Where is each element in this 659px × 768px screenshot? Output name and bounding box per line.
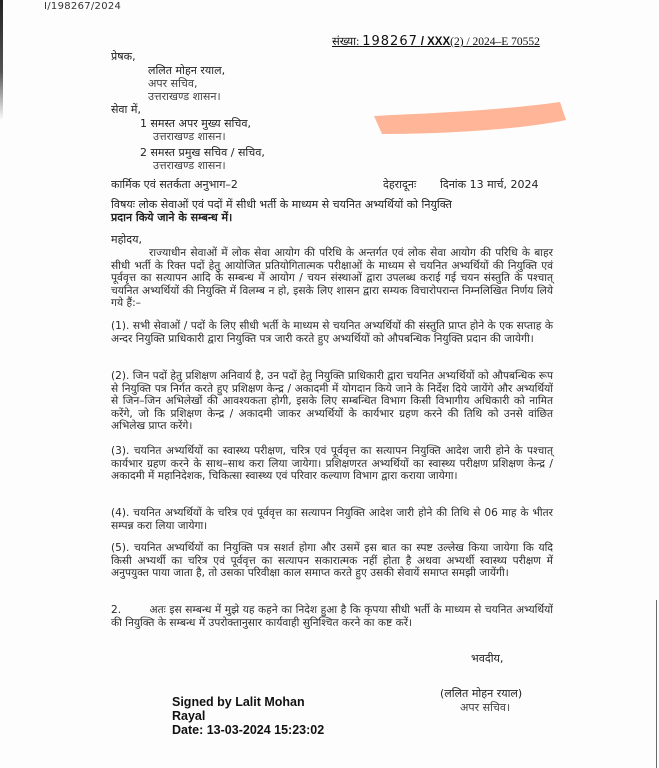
- closing-paragraph: 2. अतः इस सम्बन्ध में मुझे यह कहने का निदेश हुआ है कि कृपया सीधी भर्ती के माध्यम से चयनित अभ्यर्थियों की नियुक्ति के सम्बन्ध में उपरोक्तानुसार कार्यवाही सुनिश्चित करने का कष्ट करें।: [111, 604, 557, 629]
- point-1: (1). सभी सेवाओं / पदों के लिए सीधी भर्ती के माध्यम से चयनित अभ्यर्थियों की संस्तुति प्राप्त होने के एक सप्ताह के अन्दर नियुक्ति प्राधिकारी द्वारा नियुक्ति पत्र जारी करते हुए अभ्यर्थियों को औपबन्धिक नियुक्ति प्रदान की जायेगी।: [111, 320, 553, 345]
- point-4: (4). चयनित अभ्यर्थियों के चरित्र एवं पूर्ववृत्त का सत्यापन नियुक्ति आदेश जारी होने की तिथि से 06 माह के भीतर सम्पन्न करा लिया जायेगा।: [111, 507, 553, 532]
- recipient-2-office: उत्तराखण्ड शासन।: [153, 159, 226, 172]
- letter-date: दिनांक 13 मार्च, 2024: [440, 178, 539, 191]
- reference-label: संख्या:: [332, 36, 360, 48]
- subject: [111, 198, 452, 211]
- recipients-label: सेवा में,: [111, 103, 141, 116]
- redaction-mark: [368, 100, 566, 136]
- digital-signature: [172, 695, 324, 737]
- subject-line-1: लोक सेवाओं एवं पदों में सीधी भर्ती के माध्यम से चयनित अभ्यर्थियों को नियुक्ति: [138, 198, 452, 211]
- reference-suffix: (2) / 2024–E 70552: [450, 36, 540, 48]
- digital-signature-date: Date: 13-03-2024 15:23:02: [172, 723, 325, 737]
- subject-label: विषयः: [111, 198, 135, 211]
- point-3: (3). चयनित अभ्यर्थियों का स्वास्थ्य परीक्षण, चरित्र एवं पूर्ववृत्त का सत्यापन नियुक्ति आदेश जारी होने के पश्चात् कार्यभार ग्रहण करने के साथ–साथ करा लिया जायेगा। प्रशिक्षणरत अभ्यर्थियों का स्वास्थ्य परीक्षण प्रशिक्षण केन्द्र / अकादमी में महानिदेशक, चिकित्सा स्वास्थ्य एवं परिवार कल्याण विभाग द्वारा कराया जायेगा।: [111, 445, 553, 483]
- point-5: (5). चयनित अभ्यर्थियों का नियुक्ति पत्र सशर्त होगा और उसमें इस बात का स्पष्ट उल्लेख किया जायेगा कि यदि किसी अभ्यर्थी का चरित्र एवं पूर्ववृत्त का सत्यापन सकारात्मक नहीं होता है अथवा अभ्यर्थी स्वास्थ्य परीक्षण में अनुपयुक्त पाया जाता है, तो उसका परिवीक्षा काल समाप्त करते हुए उसकी सेवायें समाप्त समझी जायेंगी।: [111, 542, 553, 580]
- signatory-name: (ललित मोहन रयाल): [440, 687, 523, 700]
- valediction: भवदीय,: [471, 652, 504, 665]
- page-right-edge: [656, 600, 657, 768]
- recipient-1-title: 1 समस्त अपर मुख्य सचिव,: [140, 117, 251, 130]
- salutation: महोदय,: [111, 233, 142, 246]
- sender-office: उत्तराखण्ड शासन।: [148, 90, 221, 103]
- page-left-edge: [0, 0, 3, 120]
- sender-label: प्रेषक,: [111, 50, 136, 63]
- signatory-designation: अपर सचिव।: [460, 701, 511, 714]
- sender-designation: अपर सचिव,: [148, 77, 198, 90]
- document-id: I/198267/2024: [44, 1, 122, 12]
- place: देहरादूनः: [383, 178, 417, 191]
- digital-signature-line-2: Rayal: [172, 709, 206, 723]
- intro-paragraph: राज्याधीन सेवाओं में लोक सेवा आयोग की परिधि के अन्तर्गत एवं लोक सेवा आयोग की परिधि के बाहर सीधी भर्ती के रिक्त पदों हेतु आयोजित प्रतियोगितात्मक परीक्षाओं के माध्यम से चयनित अभ्यर्थियों की नियुक्ति एवं पूर्ववृत्त का सत्यापन आदि के सम्बन्ध में आयोग / चयन संस्थाओं द्वारा उपलब्ध कराई गई चयन संस्तुति के पश्चात् चयनित अभ्यर्थियों की नियुक्ति में विलम्ब न हो, इसके लिए शासन द्वारा सम्यक विचारोपरान्त निम्नलिखित निर्णय लिये गये हैं:–: [111, 247, 553, 310]
- reference-number: [332, 34, 540, 49]
- recipient-2-title: 2 समस्त प्रमुख सचिव / सचिव,: [140, 146, 265, 159]
- subject-line-2: प्रदान किये जाने के सम्बन्ध में।: [111, 211, 233, 224]
- reference-handwritten-number: 198267: [362, 34, 418, 49]
- department: कार्मिक एवं सतर्कता अनुभाग–2: [111, 178, 238, 191]
- sender-name: ललित मोहन रयाल,: [148, 64, 226, 77]
- digital-signature-line-1: Signed by Lalit Mohan: [172, 695, 305, 709]
- reference-suffix-bold: / XXX: [420, 36, 451, 48]
- recipient-1-office: उत्तराखण्ड शासन।: [153, 130, 226, 143]
- point-2: (2). जिन पदों हेतु प्रशिक्षण अनिवार्य है, उन पदों हेतु नियुक्ति प्राधिकारी द्वारा चयनित अभ्यर्थियों को औपबन्धिक रूप से नियुक्ति पत्र निर्गत करते हुए प्रशिक्षण केन्द्र / अकादमी में योगदान किये जाने के निर्देश दिये जायेंगे और अभ्यर्थियों से जिन–जिन अभिलेखों की आवश्यकता होगी, इसके लिए सम्बन्धित विभाग किसी विभागीय अधिकारी को नामित करेंगे, जो कि प्रशिक्षण केन्द्र / अकादमी जाकर अभ्यर्थियों के कार्यभार ग्रहण करने की तिथि को उनसे वांछित अभिलेख प्राप्त करेंगे।: [111, 370, 553, 433]
